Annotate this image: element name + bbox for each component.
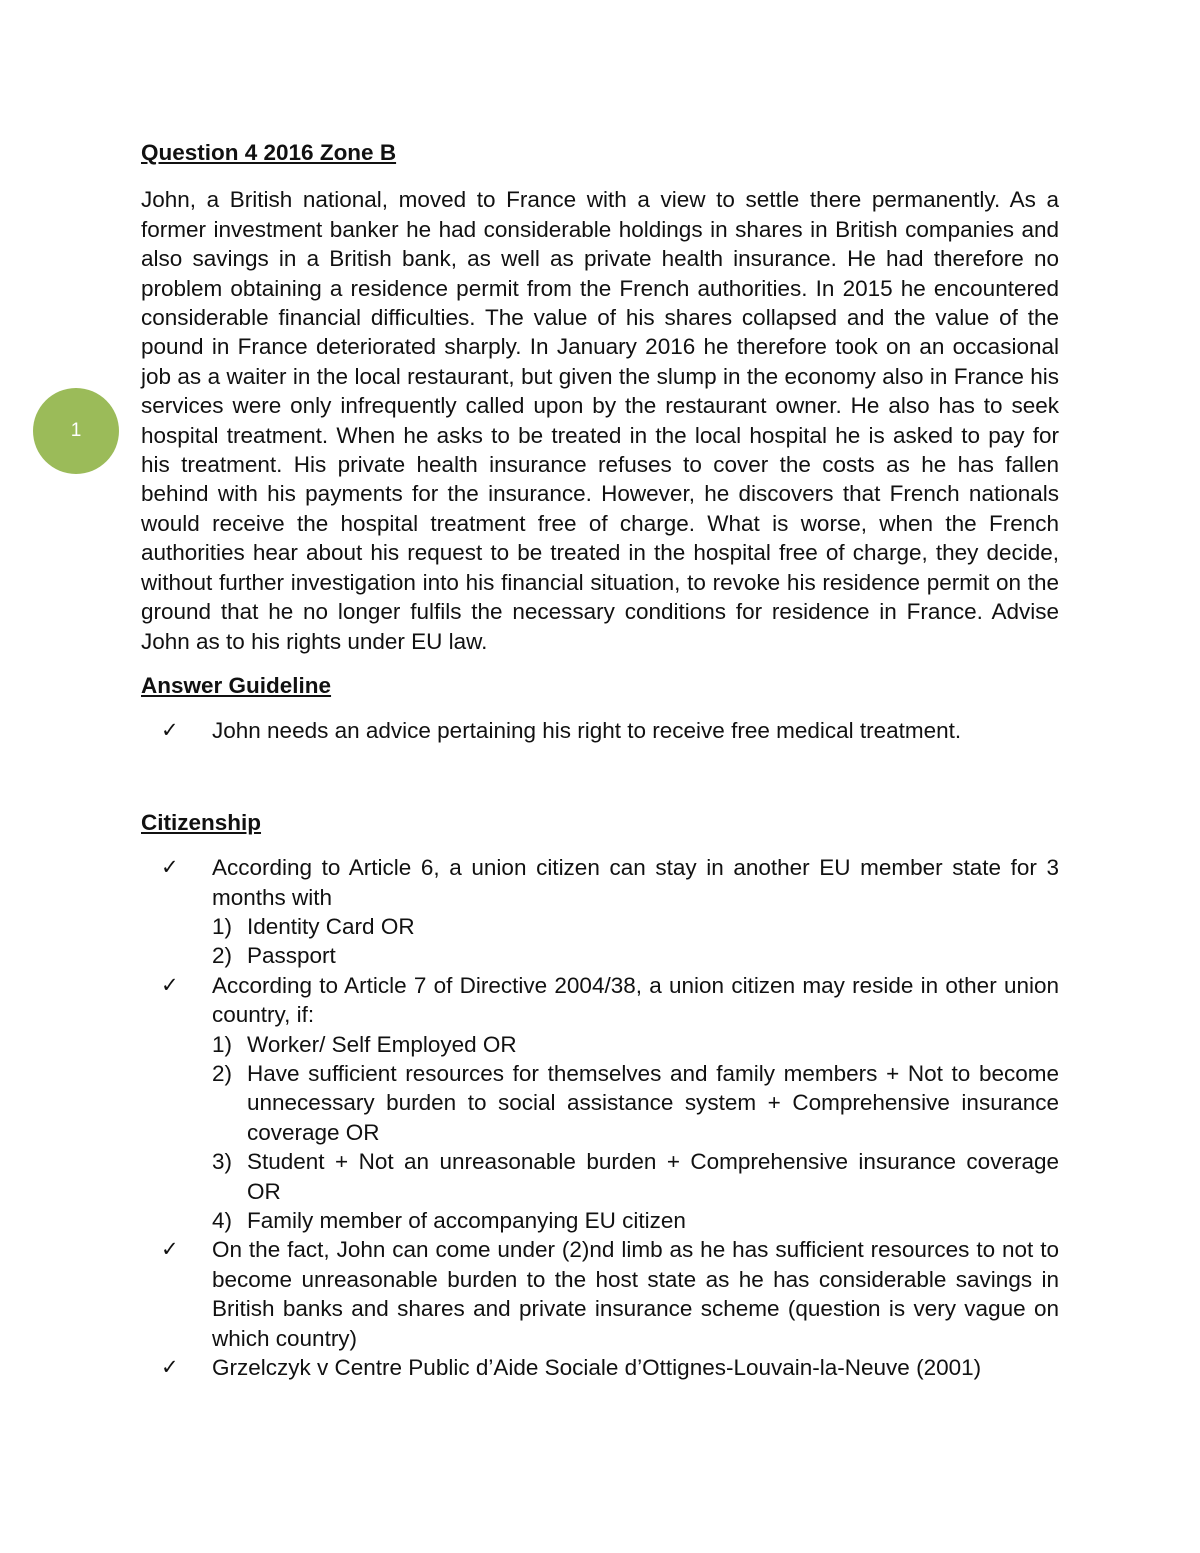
list-item-text: According to Article 6, a union citizen can stay in another EU member state for 3 months with [212,855,1059,910]
checkmark-icon: ✓ [161,1238,179,1262]
question-heading: Question 4 2016 Zone B [141,140,397,165]
sublist-text: Worker/ Self Employed OR [247,1031,517,1057]
sublist-item [212,912,1059,941]
sublist-number: 4) [212,1208,233,1233]
list-item [141,853,1059,971]
list-item [141,716,1059,745]
checkmark-icon: ✓ [161,856,179,880]
list-item-text: On the fact, John can come under (2)nd limb as he has sufficient resources to not to become unreasonable burden to the host state as he has considerable savings in British banks and shares and private insurance scheme (question is very vague on which country) [212,1237,1059,1351]
sublist-number: 3) [212,1149,233,1175]
document-body [141,138,1059,1382]
sublist-item [212,1030,1059,1059]
sublist-number: 2) [212,1060,233,1086]
answer-guideline-list [141,716,1059,745]
sublist-text: Identity Card OR [247,913,415,939]
citizenship-list [141,853,1059,1382]
checkmark-icon: ✓ [161,973,179,997]
sublist-item [212,941,1059,970]
sublist-number: 2) [212,943,233,969]
checkmark-icon: ✓ [161,1356,179,1380]
sublist-item [212,1147,1059,1206]
sublist-item [212,1206,1059,1235]
page-number-badge: 1 [33,388,119,474]
sublist-text: Student + Not an unreasonable burden + Comprehensive insurance coverage OR [247,1149,1059,1204]
sublist-text: Passport [247,943,336,969]
case-citation: Grzelczyk v Centre Public d’Aide Sociale d’Ottignes-Louvain-la-Neuve (2001) [212,1355,982,1381]
list-item-text: According to Article 7 of Directive 2004/38, a union citizen may reside in other union country, if: [212,972,1059,1028]
numbered-sublist [212,1030,1059,1236]
answer-guideline-heading: Answer Guideline [141,672,332,698]
question-paragraph: John, a British national, moved to France with a view to settle there permanently. As a former investment banker he had considerable holdings in shares in British companies and also savings in a British bank, as well as private health insurance. He had therefore no problem obtaining a residence permit from the French authorities. In 2015 he encountered considerable financial difficulties. The value of his shares collapsed and the value of the pound in France deteriorated sharply. In January 2016 he therefore took on an occasional job as a waiter in the local restaurant, but given the slump in the economy also in France his services were only infrequently called upon by the restaurant owner. He also has to seek hospital treatment. When he asks to be treated in the local hospital he is asked to pay for his treatment. His private health insurance refuses to cover the costs as he has fallen behind with his payments for the insurance. However, he discovers that French nationals would receive the hospital treatment free of charge. What is worse, when the French authorities hear about his request to be treated in the hospital free of charge, they decide, without further investigation into his financial situation, to revoke his residence permit on the ground that he no longer fulfils the necessary conditions for residence in France. Advise John as to his rights under EU law. [141,187,1059,654]
list-item-text: John needs an advice pertaining his right to receive free medical treatment. [212,718,962,744]
sublist-number: 1) [212,1031,233,1057]
sublist-item [212,1059,1059,1147]
list-item [141,1235,1059,1353]
sublist-text: Have sufficient resources for themselves and family members + Not to become unnecessary burden to social assistance system + Comprehensive insurance coverage OR [247,1060,1059,1145]
numbered-sublist [212,912,1059,971]
sublist-text: Family member of accompanying EU citizen [247,1208,686,1233]
list-item [141,1353,1059,1382]
checkmark-icon: ✓ [161,719,179,743]
list-item [141,971,1059,1236]
sublist-number: 1) [212,913,233,939]
citizenship-heading: Citizenship [141,809,262,835]
